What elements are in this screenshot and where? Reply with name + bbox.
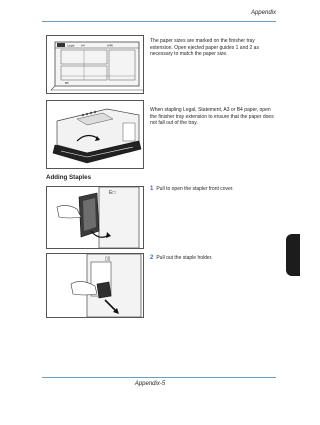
step-2 bbox=[150, 255, 276, 262]
finisher-tray-sizes-illustration bbox=[46, 35, 144, 94]
finisher-tray-drawing bbox=[47, 36, 143, 93]
staple-holder-drawing bbox=[47, 254, 143, 317]
staple-holder-illustration bbox=[46, 253, 144, 318]
stapler-cover-drawing bbox=[47, 187, 143, 248]
step-2-number: 2 bbox=[150, 255, 154, 261]
step-1 bbox=[150, 186, 276, 193]
running-header: Appendix bbox=[250, 10, 276, 16]
chapter-side-tab bbox=[286, 234, 300, 276]
finisher-tray-extension-illustration bbox=[46, 100, 144, 169]
svg-text:▯▯: ▯▯ bbox=[105, 256, 111, 262]
step-1-text: Pull to open the stapler front cover. bbox=[156, 186, 234, 192]
cover-marking: E□ bbox=[109, 190, 116, 196]
header-divider bbox=[42, 21, 276, 22]
finisher-extension-drawing bbox=[47, 101, 143, 168]
tray-extension-instructions: When stapling Legal, Statement, A3 or B4 paper, open the finisher tray extension to ensure that the paper does not fall out of the tray. bbox=[150, 107, 274, 127]
step-2-text: Pull out the staple holder. bbox=[156, 255, 213, 261]
page-number: Appendix-5 bbox=[134, 381, 166, 387]
size-label-a4: A4 bbox=[81, 43, 85, 48]
stapler-front-cover-illustration bbox=[46, 186, 144, 249]
size-label-legal: Legal bbox=[67, 43, 75, 48]
section-heading-adding-staples: Adding Staples bbox=[46, 174, 92, 181]
tray-size-instructions: The paper sizes are marked on the finisher tray extension. Open ejected paper guides 1 and 2 as necessary to match the paper size. bbox=[150, 38, 259, 58]
step-1-number: 1 bbox=[150, 186, 154, 192]
footer-divider bbox=[42, 377, 276, 378]
size-label-a4r: A4R bbox=[107, 43, 113, 48]
size-label-b5: B5 bbox=[65, 81, 69, 85]
